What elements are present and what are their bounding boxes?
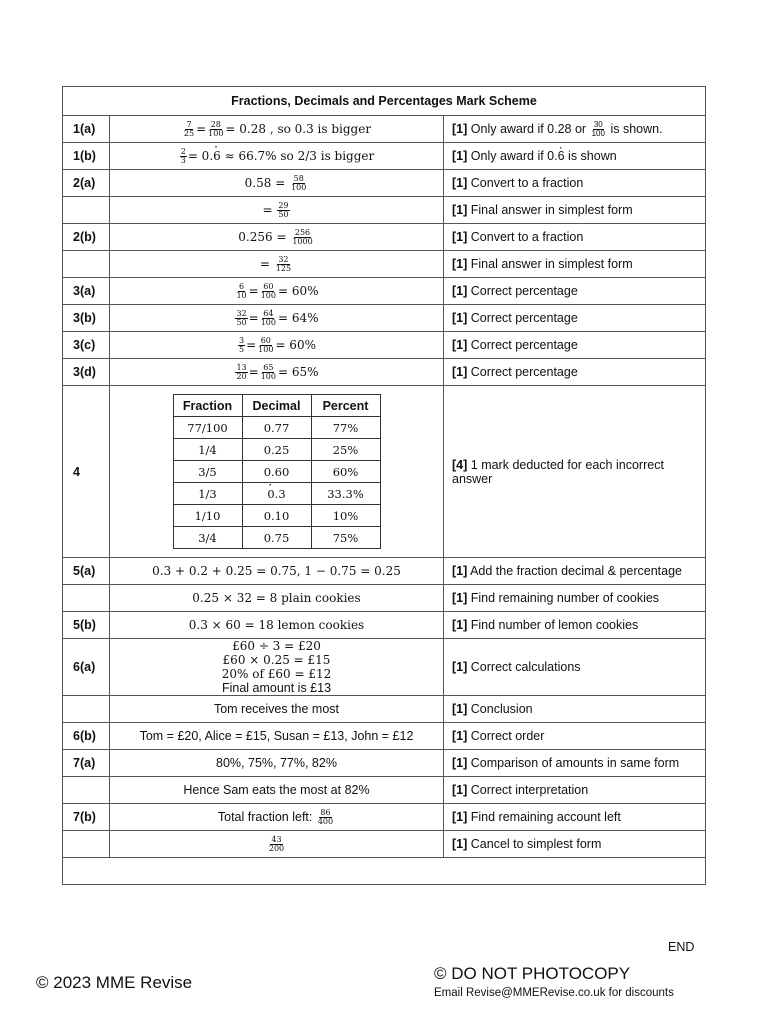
question-number: 4	[63, 386, 110, 558]
answer-cell: Tom = £20, Alice = £15, Susan = £13, John = £12	[110, 723, 444, 750]
marks-cell: [1] Final answer in simplest form	[444, 251, 706, 278]
marks-cell: [4] 1 mark deducted for each incorrect answer	[444, 386, 706, 558]
question-number	[63, 197, 110, 224]
table-row	[63, 197, 706, 224]
question-number: 2(a)	[63, 170, 110, 197]
table-row	[63, 224, 706, 251]
fraction: $\frac{86}{400}$	[317, 807, 334, 826]
marks-cell: [1] Find number of lemon cookies	[444, 612, 706, 639]
conversion-row: 3/5 0.60 60%	[173, 461, 380, 483]
marks-cell: [1] Correct percentage	[444, 305, 706, 332]
marks-cell: [1] Find remaining account left	[444, 804, 706, 831]
table-row	[63, 251, 706, 278]
marks-cell: [1] Cancel to simplest form	[444, 831, 706, 858]
question-number: 2(b)	[63, 224, 110, 251]
question-number	[63, 777, 110, 804]
answer-cell: 80%, 75%, 77%, 82%	[110, 750, 444, 777]
marks-cell: [1] Conclusion	[444, 696, 706, 723]
question-number: 3(c)	[63, 332, 110, 359]
table-row	[63, 116, 706, 143]
question-number	[63, 251, 110, 278]
copyright-text: © 2023 MME Revise	[36, 973, 193, 992]
column-header: Percent	[311, 395, 380, 417]
table-row	[63, 359, 706, 386]
marks-cell: [1] Correct percentage	[444, 332, 706, 359]
table-row	[63, 558, 706, 585]
question-number: 5(b)	[63, 612, 110, 639]
answer-cell: = $\frac{29}{50}$	[110, 197, 444, 224]
conversion-row: 1/10 0.10 10%	[173, 505, 380, 527]
conversion-row: 3/4 0.75 75%	[173, 527, 380, 549]
fraction: $\frac{64}{100}$	[260, 308, 276, 327]
recurring-digit: 6 ·	[213, 149, 221, 163]
table-row	[63, 585, 706, 612]
marks-cell: [1] Convert to a fraction	[444, 224, 706, 251]
fraction: $\frac{256}{1000}$	[292, 227, 313, 246]
marks-cell: [1] Only award if 0.6 · is shown	[444, 143, 706, 170]
fraction: $\frac{58}{100}$	[291, 173, 307, 192]
question-number	[63, 585, 110, 612]
end-marker: END	[668, 940, 695, 954]
question-number: 1(a)	[63, 116, 110, 143]
question-number: 6(b)	[63, 723, 110, 750]
question-number	[63, 831, 110, 858]
question-number: 1(b)	[63, 143, 110, 170]
answer-cell: $\frac{32}{50}$ = $\frac{64}{100}$ = 64%	[110, 305, 444, 332]
fraction: $\frac{43}{200}$	[268, 834, 285, 853]
fraction: $\frac{28}{100}$	[208, 119, 224, 138]
table-row	[63, 696, 706, 723]
marks-cell: [1] Only award if 0.28 or $\frac{30}{100}$ is shown.	[444, 116, 706, 143]
marks-cell: [1] Add the fraction decimal & percentage	[444, 558, 706, 585]
fraction: $\frac{3}{5}$	[239, 335, 245, 354]
table-row	[63, 332, 706, 359]
question-number: 3(b)	[63, 305, 110, 332]
table-row	[63, 143, 706, 170]
answer-cell: $\frac{3}{5}$ = $\frac{60}{100}$ = 60%	[110, 332, 444, 359]
fraction: $\frac{13}{20}$	[236, 362, 247, 381]
no-photocopy-notice: © DO NOT PHOTOCOPY	[434, 964, 631, 983]
column-header: Decimal	[242, 395, 311, 417]
conversion-row: 1/3 0.3 · 33.3%	[173, 483, 380, 505]
table-row	[63, 639, 706, 696]
fraction: $\frac{65}{100}$	[260, 362, 276, 381]
fraction: $\frac{6}{10}$	[236, 281, 247, 300]
recurring-digit: 0.3 ·	[267, 487, 285, 501]
marks-cell: [1] Correct interpretation	[444, 777, 706, 804]
fraction: $\frac{2}{3}$	[180, 146, 186, 165]
table-row	[63, 750, 706, 777]
fraction: $\frac{32}{50}$	[236, 308, 247, 327]
answer-cell: 0.3 × 60 = 18 lemon cookies	[110, 612, 444, 639]
table-row	[63, 386, 706, 558]
question-number: 3(d)	[63, 359, 110, 386]
conversion-table	[173, 394, 381, 549]
fraction: $\frac{60}{100}$	[260, 281, 276, 300]
recurring-digit: 6 ·	[558, 149, 565, 163]
answer-cell: 0.25 × 32 = 8 plain cookies	[110, 585, 444, 612]
question-number	[63, 696, 110, 723]
question-number: 7(b)	[63, 804, 110, 831]
answer-cell: $\frac{2}{3}$ = 0.6 · ≈ 66.7% so 2/3 is bigger	[110, 143, 444, 170]
fraction: $\frac{32}{125}$	[275, 254, 292, 273]
answer-cell: $\frac{13}{20}$ = $\frac{65}{100}$ = 65%	[110, 359, 444, 386]
conversion-row: 77/100 0.77 77%	[173, 417, 380, 439]
answer-cell	[110, 386, 444, 558]
answer-cell: £60 ÷ 3 = £20 £60 × 0.25 = £15 20% of £60 = £12 Final amount is £13	[110, 639, 444, 696]
fraction: $\frac{30}{100}$	[591, 119, 605, 138]
question-number: 3(a)	[63, 278, 110, 305]
answer-cell: 0.256 = $\frac{256}{1000}$	[110, 224, 444, 251]
answer-cell: Total fraction left: $\frac{86}{400}$	[110, 804, 444, 831]
table-row	[63, 831, 706, 858]
fraction: $\frac{29}{50}$	[278, 200, 289, 219]
answer-cell: 0.58 = $\frac{58}{100}$	[110, 170, 444, 197]
column-header: Fraction	[173, 395, 242, 417]
answer-cell: $\frac{7}{25}$ = $\frac{28}{100}$ = 0.28 , so 0.3 is bigger	[110, 116, 444, 143]
question-number: 7(a)	[63, 750, 110, 777]
table-row	[63, 723, 706, 750]
fraction: $\frac{7}{25}$	[183, 119, 195, 138]
discount-email-text: Email Revise@MMERevise.co.uk for discounts	[434, 987, 674, 999]
marks-cell: [1] Find remaining number of cookies	[444, 585, 706, 612]
answer-cell: = $\frac{32}{125}$	[110, 251, 444, 278]
answer-cell: Hence Sam eats the most at 82%	[110, 777, 444, 804]
conversion-row: 1/4 0.25 25%	[173, 439, 380, 461]
table-row	[63, 804, 706, 831]
fraction: $\frac{60}{100}$	[258, 335, 274, 354]
empty-row	[63, 858, 706, 885]
question-number: 5(a)	[63, 558, 110, 585]
marks-cell: [1] Correct order	[444, 723, 706, 750]
marks-cell: [1] Correct percentage	[444, 278, 706, 305]
marks-cell: [1] Comparison of amounts in same form	[444, 750, 706, 777]
marks-cell: [1] Final answer in simplest form	[444, 197, 706, 224]
answer-cell	[110, 831, 444, 858]
answer-cell: Tom receives the most	[110, 696, 444, 723]
marks-cell: [1] Correct percentage	[444, 359, 706, 386]
table-row	[63, 777, 706, 804]
table-row	[63, 170, 706, 197]
table-row	[63, 278, 706, 305]
marks-cell: [1] Convert to a fraction	[444, 170, 706, 197]
table-row	[63, 305, 706, 332]
table-title: Fractions, Decimals and Percentages Mark Scheme	[63, 87, 706, 116]
answer-cell: $\frac{6}{10}$ = $\frac{60}{100}$ = 60%	[110, 278, 444, 305]
question-number: 6(a)	[63, 639, 110, 696]
mark-scheme-table	[62, 86, 706, 885]
table-row	[63, 612, 706, 639]
marks-cell: [1] Correct calculations	[444, 639, 706, 696]
answer-cell: 0.3 + 0.2 + 0.25 = 0.75, 1 − 0.75 = 0.25	[110, 558, 444, 585]
